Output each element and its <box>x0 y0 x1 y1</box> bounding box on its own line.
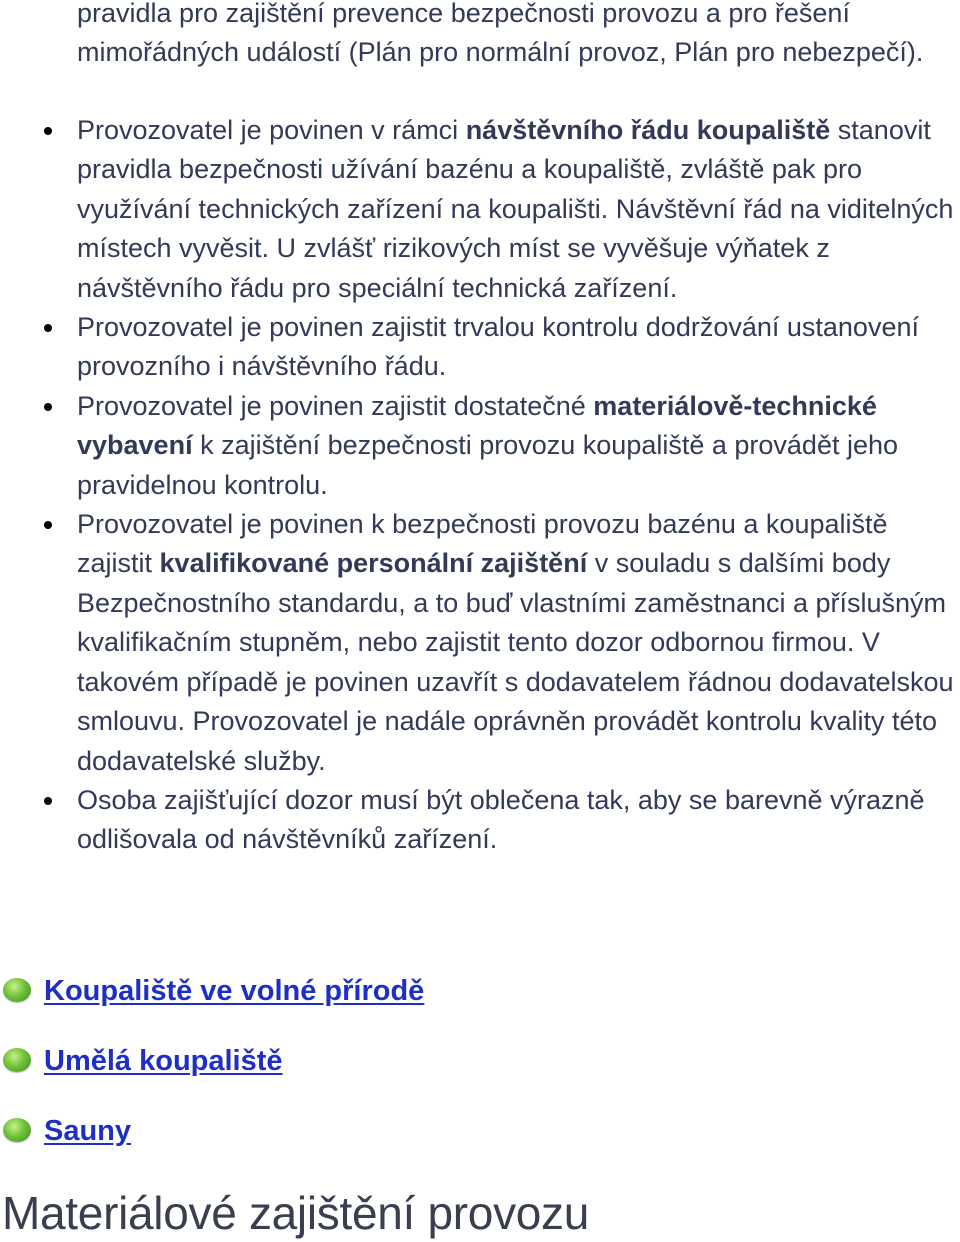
section-heading: Materiálové zajištění provozu <box>2 1187 590 1239</box>
list-item-text: Provozovatel je povinen zajistit trvalou kontrolu dodržování ustanovení provozního i návštěvního řádu. <box>77 312 919 382</box>
list-item <box>77 387 959 505</box>
list-item-bold-text: kvalifikované personální zajištění <box>159 548 588 579</box>
list-item-text: k zajištění bezpečnosti provozu koupaliště a provádět jeho pravidelnou kontrolu. <box>77 430 899 500</box>
list-item-text: stanovit pravidla bezpečnosti užívání bazénu a koupaliště, zvláště pak pro využívání technických zařízení na koupališti. Návštěvní řád na viditelných místech vyvěsit. U zvlášť rizikových míst se vyvěšuje výňatek z návštěvního řádu pro speciální technická zařízení. <box>77 115 954 303</box>
bullet-dot-icon <box>44 127 52 135</box>
list-item-text: Osoba zajišťující dozor musí být oblečena tak, aby se barevně výrazně odlišovala od návštěvníků zařízení. <box>77 784 925 855</box>
green-ball-icon <box>3 1048 31 1072</box>
link-row-sauny <box>0 1106 960 1176</box>
link-umela-koupaliste[interactable]: Umělá koupaliště <box>44 1045 283 1077</box>
list-item-text: Provozovatel je povinen k bezpečnosti provozu bazénu a koupaliště zajistit <box>77 509 888 579</box>
list-item <box>77 505 959 781</box>
requirements-list <box>77 111 959 860</box>
link-sauny[interactable]: Sauny <box>44 1115 132 1147</box>
list-item <box>77 111 959 308</box>
related-links <box>0 966 960 1176</box>
list-item <box>77 781 959 860</box>
list-item-text: Provozovatel je povinen v rámci <box>77 115 466 145</box>
bullet-dot-icon <box>44 403 52 411</box>
bullet-dot-icon <box>44 521 52 529</box>
green-ball-icon <box>3 1118 31 1142</box>
link-row-umela-koupaliste <box>0 1036 960 1106</box>
link-row-koupaliste-ve-volne-prirode <box>0 966 960 1036</box>
green-ball-icon <box>3 978 31 1002</box>
bullet-dot-icon <box>44 324 52 332</box>
list-item-text: Provozovatel je povinen zajistit dostatečné <box>77 390 594 421</box>
intro-continuation-paragraph: pravidla pro zajištění prevence bezpečnosti provozu a pro řešení mimořádných událostí (Plán pro normální provoz, Plán pro nebezpečí). <box>77 0 924 68</box>
list-item-text: v souladu s dalšími body Bezpečnostního standardu, a to buď vlastními zaměstnanci a příslušným kvalifikačním stupněm, nebo zajistit tento dozor odbornou firmou. V takovém případě je povinen uzavřít s dodavatelem řádnou dodavatelskou smlouvu. Provozovatel je nadále oprávněn provádět kontrolu kvality této dodavatelské služby. <box>77 548 954 776</box>
list-item-bold-text: materiálově-technické vybavení <box>77 390 877 461</box>
bullet-dot-icon <box>44 797 52 805</box>
list-item <box>77 308 959 387</box>
link-koupaliste-ve-volne-prirode[interactable]: Koupaliště ve volné přírodě <box>44 975 425 1007</box>
list-item-bold-text: návštěvního řádu koupaliště <box>465 115 831 145</box>
